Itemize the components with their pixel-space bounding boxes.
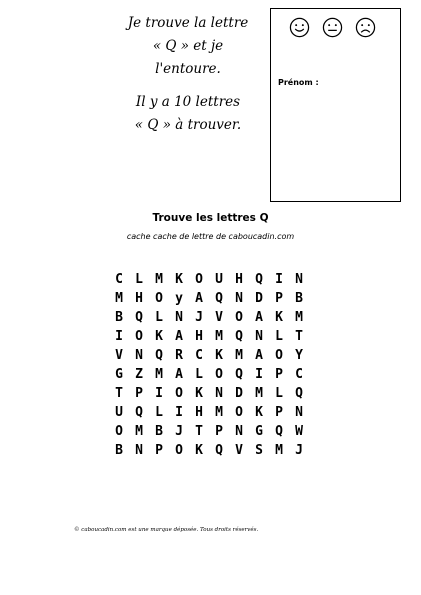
grid-letter[interactable]: O (155, 291, 163, 306)
grid-letter[interactable]: N (175, 310, 183, 325)
grid-letter[interactable]: J (195, 310, 203, 325)
grid-letter[interactable]: V (215, 310, 223, 325)
instruction-line: « Q » à trouver. (134, 117, 242, 133)
grid-letter[interactable]: K (215, 348, 223, 363)
grid-letter[interactable]: P (275, 291, 283, 306)
happy-face-icon[interactable] (289, 17, 310, 38)
grid-letter[interactable]: A (255, 348, 263, 363)
grid-letter[interactable]: L (275, 386, 283, 401)
grid-letter[interactable]: M (155, 367, 163, 382)
grid-letter[interactable]: B (295, 291, 303, 306)
grid-letter[interactable]: P (275, 367, 283, 382)
grid-letter[interactable]: O (135, 329, 143, 344)
grid-letter[interactable]: H (195, 405, 203, 420)
grid-letter[interactable]: O (115, 424, 123, 439)
grid-letter[interactable]: K (155, 329, 163, 344)
grid-letter[interactable]: N (235, 291, 243, 306)
grid-letter[interactable]: V (115, 348, 123, 363)
grid-letter[interactable]: I (255, 367, 263, 382)
grid-letter[interactable]: K (195, 386, 203, 401)
grid-letter[interactable]: O (175, 386, 183, 401)
grid-letter[interactable]: K (275, 310, 283, 325)
grid-letter[interactable]: C (295, 367, 303, 382)
grid-letter[interactable]: M (135, 424, 143, 439)
grid-letter[interactable]: O (215, 367, 223, 382)
grid-letter[interactable]: U (215, 272, 223, 287)
grid-letter[interactable]: A (175, 367, 183, 382)
grid-letter[interactable]: M (275, 443, 283, 458)
grid-letter[interactable]: Q (135, 310, 143, 325)
grid-letter[interactable]: L (155, 405, 163, 420)
grid-letter[interactable]: Z (135, 367, 143, 382)
grid-letter[interactable]: I (155, 386, 163, 401)
name-box (270, 8, 401, 202)
grid-letter[interactable]: H (135, 291, 143, 306)
instructions (106, 12, 270, 137)
grid-letter[interactable]: Q (295, 386, 303, 401)
grid-letter[interactable]: O (235, 405, 243, 420)
grid-letter[interactable]: J (295, 443, 303, 458)
mood-faces (289, 17, 376, 38)
grid-letter[interactable]: N (295, 272, 303, 287)
grid-letter[interactable]: M (295, 310, 303, 325)
grid-letter[interactable]: G (115, 367, 123, 382)
instruction-line: « Q » et je (152, 38, 224, 54)
grid-letter[interactable]: N (255, 329, 263, 344)
grid-letter[interactable]: D (235, 386, 243, 401)
grid-letter[interactable]: L (195, 367, 203, 382)
grid-letter[interactable]: M (155, 272, 163, 287)
grid-letter[interactable]: C (195, 348, 203, 363)
grid-letter[interactable]: Q (135, 405, 143, 420)
grid-letter[interactable]: L (155, 310, 163, 325)
grid-letter[interactable]: L (275, 329, 283, 344)
grid-letter[interactable]: M (235, 348, 243, 363)
instruction-line: Il y a 10 lettres (135, 94, 241, 110)
grid-letter[interactable]: M (215, 329, 223, 344)
instruction-line: Je trouve la lettre (127, 15, 249, 31)
grid-letter[interactable]: P (155, 443, 163, 458)
copyright-notice: © caboucadin.com est une marque déposée. Tous droits réservés. (74, 527, 259, 533)
grid-letter[interactable]: A (175, 329, 183, 344)
grid-letter[interactable]: Q (215, 291, 223, 306)
grid-letter[interactable]: S (255, 443, 263, 458)
grid-letter[interactable]: K (255, 405, 263, 420)
grid-letter[interactable]: B (115, 443, 123, 458)
grid-letter[interactable]: Q (235, 367, 243, 382)
grid-letter[interactable]: B (115, 310, 123, 325)
grid-letter[interactable]: N (135, 443, 143, 458)
grid-letter[interactable]: K (175, 272, 183, 287)
grid-letter[interactable]: N (215, 386, 223, 401)
grid-letter[interactable]: K (195, 443, 203, 458)
grid-letter[interactable]: T (295, 329, 303, 344)
instruction-line: l'entoure. (155, 61, 221, 77)
grid-letter[interactable]: M (115, 291, 123, 306)
grid-letter[interactable]: U (115, 405, 123, 420)
grid-letter[interactable]: V (235, 443, 243, 458)
grid-letter[interactable]: A (195, 291, 203, 306)
neutral-face-icon[interactable] (322, 17, 343, 38)
grid-letter[interactable]: G (255, 424, 263, 439)
grid-letter[interactable]: N (295, 405, 303, 420)
grid-letter[interactable]: Q (215, 443, 223, 458)
grid-letter[interactable]: C (115, 272, 123, 287)
grid-letter[interactable]: O (175, 443, 183, 458)
grid-letter[interactable]: O (275, 348, 283, 363)
grid-letter[interactable]: I (175, 405, 183, 420)
grid-letter[interactable]: R (175, 348, 183, 363)
grid-letter[interactable]: Q (235, 329, 243, 344)
grid-letter[interactable]: Q (155, 348, 163, 363)
grid-letter[interactable]: L (135, 272, 143, 287)
grid-letter[interactable]: T (115, 386, 123, 401)
grid-letter[interactable]: I (275, 272, 283, 287)
grid-letter[interactable]: y (175, 291, 183, 306)
grid-letter[interactable]: B (155, 424, 163, 439)
grid-letter[interactable]: A (255, 310, 263, 325)
grid-letter[interactable]: T (195, 424, 203, 439)
grid-letter[interactable]: Q (275, 424, 283, 439)
grid-letter[interactable]: Q (255, 272, 263, 287)
grid-letter[interactable]: P (135, 386, 143, 401)
grid-letter[interactable]: O (195, 272, 203, 287)
grid-letter[interactable]: O (235, 310, 243, 325)
letter-grid (109, 270, 309, 460)
grid-letter[interactable]: Y (295, 348, 303, 363)
grid-letter[interactable]: I (115, 329, 123, 344)
first-name-label: Prénom : (278, 78, 319, 87)
grid-letter[interactable]: D (255, 291, 263, 306)
sad-face-icon[interactable] (355, 17, 376, 38)
page-subtitle: cache cache de lettre de caboucadin.com (126, 232, 295, 241)
grid-letter[interactable]: W (295, 424, 303, 439)
grid-letter[interactable]: H (195, 329, 203, 344)
grid-letter[interactable]: J (175, 424, 183, 439)
grid-letter[interactable]: P (275, 405, 283, 420)
grid-letter[interactable]: M (215, 405, 223, 420)
grid-letter[interactable]: M (255, 386, 263, 401)
grid-letter[interactable]: N (135, 348, 143, 363)
grid-letter[interactable]: N (235, 424, 243, 439)
grid-letter[interactable]: P (215, 424, 223, 439)
grid-letter[interactable]: H (235, 272, 243, 287)
page-title: Trouve les lettres Q (152, 212, 269, 224)
